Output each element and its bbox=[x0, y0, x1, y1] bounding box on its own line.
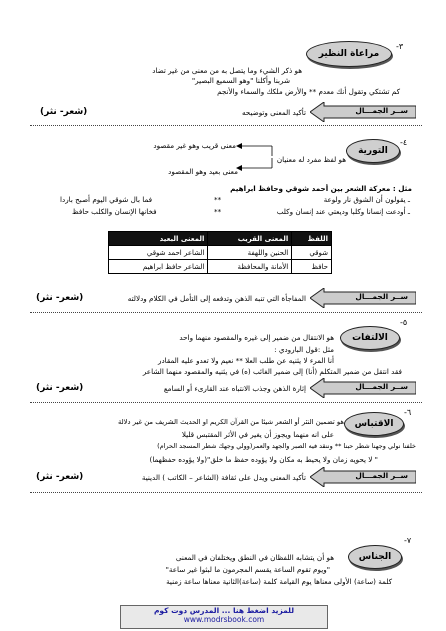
table-cell: الشاعر حافظ ابراهيم bbox=[109, 260, 208, 274]
genre-tag: (شعر- نثر) bbox=[36, 293, 84, 303]
beauty-secret-arrow bbox=[310, 288, 416, 308]
example-text: خلفنا نولي وجهنا شطر حبنا ** وننقد فيه الصبر والجهد والعمر(وولي وجهك شطر المسجد الحرام) bbox=[157, 442, 416, 450]
table-header: اللفظ bbox=[292, 232, 332, 246]
purpose-text: المفاجأة التي تنبه الذهن وتدفعه إلى التأمل في الكلام ودلالته bbox=[127, 294, 306, 303]
definition-text: هو الانتقال من ضمير إلى غيره والمقصود منهما واحد bbox=[179, 333, 334, 342]
section-number: -٣ bbox=[396, 42, 404, 51]
verse-half: ـ أودعت إنسانا وكلبا وديعتي عند إنسان وكلب bbox=[276, 207, 410, 216]
section-title-pill bbox=[348, 545, 402, 569]
section-title-pill bbox=[340, 326, 400, 350]
separator bbox=[30, 125, 422, 126]
separator bbox=[30, 312, 422, 313]
footer-banner[interactable] bbox=[120, 605, 328, 629]
verse-text: أنا المرء لا يثنيه عن طلب العلا ** نعيم ولا تعدو عليه المقادر bbox=[157, 356, 334, 365]
example-intro: مثل : معركة الشعر بين أحمد شوقي وحافظ ابراهيم bbox=[230, 184, 412, 193]
section-number: -٤ bbox=[400, 138, 408, 147]
branch-arrows bbox=[236, 142, 276, 172]
definition-text: هو تضمين النثر أو الشعر شيئا من القرآن الكريم او الحديث الشريف من غير دلالة bbox=[117, 418, 344, 426]
separator bbox=[30, 492, 422, 493]
table-header: المعنى القريب bbox=[208, 232, 292, 246]
section-title-pill bbox=[344, 412, 404, 436]
genre-tag: (شعر- نثر) bbox=[36, 383, 84, 393]
example-text: كم تشتكي وتقول أنك معدم ** والأرض ملكك والسماء والأنجم bbox=[217, 87, 400, 96]
section-title: الالتفات bbox=[352, 333, 388, 343]
definition-text: هو لفظ مفرد له معنيان bbox=[276, 155, 346, 164]
genre-tag: (شعر- نثر) bbox=[36, 472, 84, 482]
section-number: -٥ bbox=[400, 318, 408, 327]
section-number: -٧ bbox=[404, 536, 412, 545]
table-cell: شوقي bbox=[292, 246, 332, 260]
arrow-label: ســر الجمـــال bbox=[355, 382, 408, 391]
section-title-pill bbox=[346, 139, 400, 163]
explanation-text: فقد انتقل من ضمير المتكلم (أنا) إلى ضمير الغائب (ه) في يثنيه والمقصود منهما الشاعر bbox=[142, 367, 402, 376]
arrow-label: ســر الجمـــال bbox=[355, 292, 408, 301]
section-title: مراعاة النظير bbox=[318, 49, 380, 59]
example-intro: مثل :قول البارودي : bbox=[274, 345, 334, 354]
separator bbox=[30, 402, 422, 403]
purpose-text: تأكيد المعنى ويدل على ثقافة (الشاعر – الكاتب ) الدينية bbox=[141, 473, 306, 482]
verse-half: فما بال شوقي اليوم أصبح باردا bbox=[60, 195, 153, 204]
definition-text: هو ذكر الشيء وما يتصل به من معنى من غير تضاد bbox=[152, 66, 302, 75]
section-title: التورية bbox=[358, 146, 388, 156]
table-header: المعنى البعيد bbox=[109, 232, 208, 246]
section-number: -٦ bbox=[404, 408, 412, 417]
table-cell: الشاعر احمد شوقي bbox=[109, 246, 208, 260]
explanation-text: كلمة (ساعة) الأولى معناها يوم القيامة كلمة (ساعة)الثانية معناها ساعة زمنية bbox=[166, 577, 392, 586]
footer-link[interactable]: www.modrsbook.com bbox=[183, 615, 265, 624]
definition-text: على انه منهما ويجوز أن يغير في الأثر المقتبس قليلا bbox=[181, 430, 334, 439]
tawriya-table bbox=[108, 231, 332, 274]
example-text: شربنا وأكلنا "وهو السميع البصير" bbox=[191, 76, 290, 85]
verse-half: ـ يقولون أن الشوق نار ولوعة bbox=[323, 195, 410, 204]
section-title: الاقتباس bbox=[354, 419, 394, 429]
table-cell: الحنين واللهفة bbox=[208, 246, 292, 260]
example-text: "ويوم تقوم الساعة يقسم المجرمون ما لبثوا غير ساعة" bbox=[165, 565, 330, 574]
purpose-text: إثارة الذهن وجذب الانتباه عند القارىء أو السامع bbox=[163, 384, 306, 393]
arrow-label: ســر الجمـــال bbox=[355, 106, 408, 115]
near-meaning: معنى قريب وهو غير مقصود bbox=[153, 141, 236, 150]
beauty-secret-arrow bbox=[310, 378, 416, 398]
footer-line1[interactable]: للمزيد اضغط هنا ... المدرس دوت كوم bbox=[153, 606, 295, 615]
verse-half: فخانها الإنسان والكلب حافظ bbox=[72, 207, 157, 216]
arrow-label: ســر الجمـــال bbox=[355, 471, 408, 480]
table-cell: الأمانة والمحافظة bbox=[208, 260, 292, 274]
genre-tag: (شعر- نثر) bbox=[40, 107, 88, 117]
definition-text: هو أن يتشابه اللفظان في النطق ويختلفان في المعنى bbox=[175, 553, 334, 562]
example-text: " لا يحويه زمان ولا يحيط به مكان ولا يؤوده حفظ ما خلق"(ولا يؤوده حفظهما) bbox=[149, 455, 378, 464]
verse-separator: ** bbox=[214, 195, 222, 204]
beauty-secret-arrow bbox=[310, 102, 416, 122]
table-header-row bbox=[109, 232, 332, 246]
table-cell: حافظ bbox=[292, 260, 332, 274]
section-title: الجناس bbox=[358, 552, 392, 562]
far-meaning: معنى بعيد وهو المقصود bbox=[168, 167, 238, 176]
beauty-secret-arrow bbox=[310, 467, 416, 487]
purpose-text: تأكيد المعنى وتوضيحه bbox=[241, 108, 306, 117]
verse-separator: ** bbox=[214, 207, 222, 216]
section-title-pill bbox=[306, 41, 392, 67]
table-row bbox=[109, 260, 332, 274]
table-row bbox=[109, 246, 332, 260]
